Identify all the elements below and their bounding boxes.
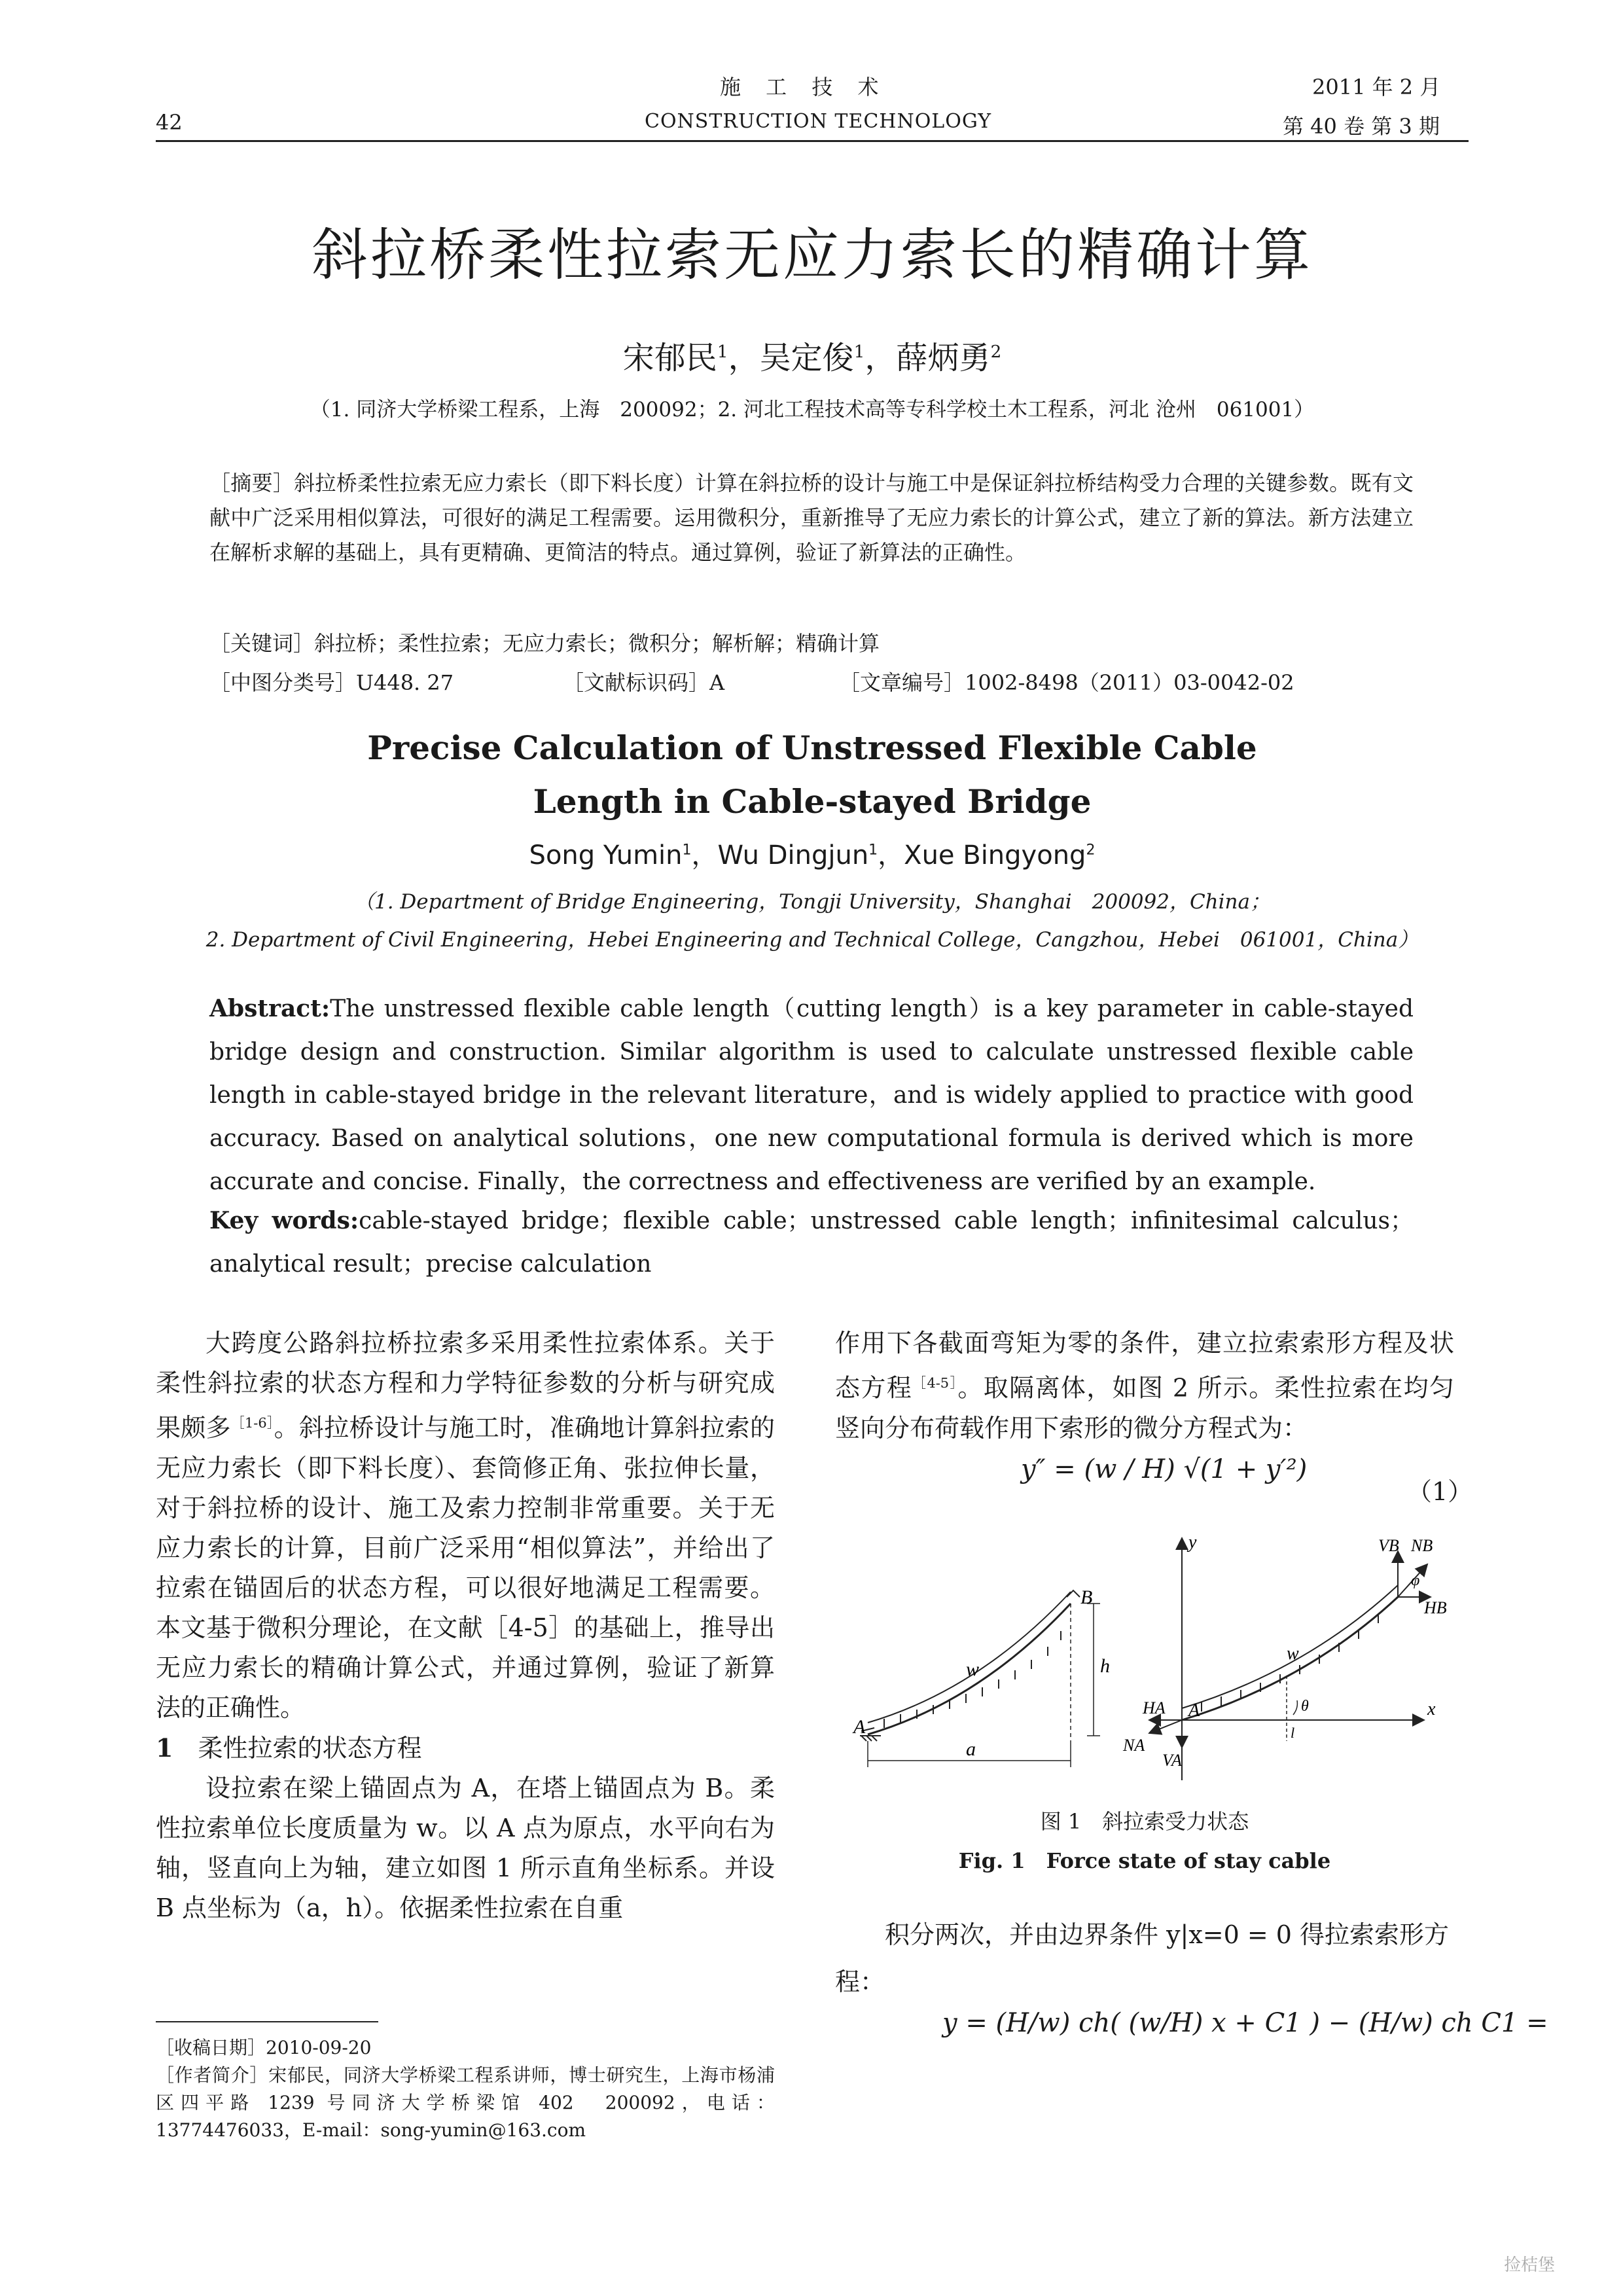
keywords-text: cable-stayed bridge；flexible cable；unstressed cable length；infinitesimal calculus；analytical result；precise calculation [209, 1208, 1414, 1278]
journal-name-cn: 施 工 技 术 [720, 75, 888, 99]
abstract-en [209, 987, 1414, 1204]
keywords-en [209, 1199, 1414, 1286]
author-name: 薛炳勇 [896, 340, 991, 376]
label-h: h [1100, 1655, 1110, 1677]
header-rule [156, 140, 1469, 142]
author-name: 吴定俊 [759, 340, 854, 376]
authors-en: Song Yumin$^1$，Wu Dingjun$^1$，Xue Bingyong$^2$ [529, 840, 1096, 870]
figure-1-stay-cable-force-diagram [835, 1525, 1454, 1787]
label-VB: VB [1378, 1536, 1399, 1555]
journal-name-en: CONSTRUCTION TECHNOLOGY [645, 110, 992, 133]
label-NA: NA [1123, 1736, 1145, 1755]
author-mark: 2 [990, 342, 1002, 362]
author-mark: 1 [868, 842, 878, 859]
author-mark: 1 [853, 342, 865, 362]
article-number: ［文章编号］1002-8498（2011）03-0042-02 [839, 670, 1294, 695]
figure-left-part [852, 1587, 1110, 1767]
abstract-label: Abstract: [209, 995, 330, 1022]
equation-1-number: （1） [1407, 1477, 1473, 1506]
label-A-right: A [1188, 1700, 1200, 1721]
keywords-label: Key words: [209, 1207, 359, 1234]
author-name: Wu Dingjun [717, 840, 869, 870]
footnote-rule [156, 2021, 378, 2022]
label-w-right: w [1287, 1643, 1299, 1664]
intro-paragraph: 大跨度公路斜拉桥拉索多采用柔性拉索体系。关于柔性斜拉索的状态方程和力学特征参数的分析与研究成果颇多$^{[1-6]}$。斜拉桥设计与施工时，准确地计算斜拉索的无应力索长（即下料长度）、套筒修正角、张拉伸长量，对于斜拉桥的设计、施工及索力控制非常重要。关于无应力索长的计算，目前广泛采用“相似算法”，并给出了拉索在锚固后的状态方程，可以很好地满足工程需要。本文基于微积分理论，在文献［4-5］的基础上，推导出无应力索长的精确计算公式，并通过算例，验证了新算法的正确性。 [156, 1329, 775, 1722]
label-VA: VA [1162, 1751, 1182, 1770]
received-date: ［收稿日期］2010-09-20 [156, 2037, 372, 2058]
label-w: w [966, 1659, 980, 1680]
label-NB: NB [1411, 1536, 1433, 1555]
author-mark: 1 [682, 842, 692, 859]
author-name: Xue Bingyong [904, 840, 1086, 870]
issue-date: 2011 年 2 月 [1312, 75, 1441, 99]
label-l: l [1291, 1725, 1295, 1741]
paper-title-cn: 斜拉桥柔性拉索无应力索长的精确计算 [312, 223, 1313, 288]
label-a: a [966, 1738, 976, 1760]
watermark: 捡桔堡 [1504, 2255, 1556, 2275]
affiliation-en-1: （1. Department of Bridge Engineering，Tongji University，Shanghai 200092，China； [353, 890, 1271, 914]
affiliations-cn: （1. 同济大学桥梁工程系，上海 200092；2. 河北工程技术高等专科学校土木工程系，河北 沧州 061001） [310, 398, 1315, 422]
section-heading: 1 柔性拉索的状态方程 [156, 1732, 422, 1763]
label-y-axis: y [1188, 1532, 1197, 1552]
author-name: 宋郁民 [622, 340, 717, 376]
citation: ［1-6］ [230, 1415, 274, 1431]
document-code: ［文献标识码］A [563, 670, 725, 695]
label-A: A [853, 1716, 866, 1738]
authors-cn: 宋郁民$^1$，吴定俊$^1$，薛炳勇$^2$ [622, 340, 1002, 376]
citation: ［4-5］ [912, 1375, 958, 1391]
figure-right-part [1122, 1532, 1447, 1780]
label-HA: HA [1143, 1698, 1166, 1717]
label-HB: HB [1424, 1598, 1447, 1617]
author-mark: 1 [717, 342, 728, 362]
affiliation-en-2: 2. Department of Civil Engineering，Hebei Engineering and Technical College，Cangzhou，Hebei 061001，China） [205, 928, 1419, 952]
state-equation-paragraph: 作用下各截面弯矩为零的条件，建立拉索索形方程及状态方程$^{[4-5]}$。取隔离体，如图 2 所示。柔性拉索在均匀竖向分布荷载作用下索形的微分方程式为： [835, 1329, 1454, 1443]
equation-1: y″ = (w / H) √(1 + y′²) [1021, 1454, 1308, 1484]
integration-paragraph: 积分两次，并由边界条件 y|x=0 = 0 得拉索索形方程： [835, 1920, 1450, 1996]
author-info: ［作者简介］宋郁民，同济大学桥梁工程系讲师，博士研究生，上海市杨浦区四平路 1239 号同济大学桥梁馆 402 200092，电话：13774476033，E-mail：song-yumin@163.com [156, 2064, 775, 2141]
label-B: B [1080, 1587, 1093, 1608]
volume-issue: 第 40 卷 第 3 期 [1283, 114, 1440, 139]
clc-number: ［中图分类号］U448. 27 [209, 670, 454, 695]
footnote [156, 2034, 775, 2144]
title-line: Length in Cable-stayed Bridge [533, 782, 1092, 821]
body-left-column [156, 1323, 775, 1928]
author-mark: 2 [1086, 842, 1096, 859]
abstract-text: The unstressed flexible cable length（cutting length）is a key parameter in cable-stayed bridge design and construction. Similar algorithm is used to calculate unstressed flexible cable length in cable-stayed bridge in the relevant literature，and is widely applied to practice with good accuracy. Based on analytical solutions，one new computational formula is derived which is more accurate and concise. Finally，the correctness and effectiveness are verified by an example. [209, 996, 1414, 1195]
title-line: Precise Calculation of Unstressed Flexible Cable [367, 728, 1257, 767]
page-number: 42 [156, 110, 183, 135]
label-x-axis: x [1427, 1699, 1436, 1719]
section1-paragraph: 设拉索在梁上锚固点为 A，在塔上锚固点为 B。柔性拉索单位长度质量为 w。以 A 点为原点，水平向右为轴，竖直向上为轴，建立如图 1 所示直角坐标系。并设 B 点坐标为（a，h）。依据柔性拉索在自重 [156, 1773, 775, 1922]
keywords-cn: ［关键词］斜拉桥；柔性拉索；无应力索长；微积分；解析解；精确计算 [209, 631, 880, 656]
label-phi: φ [1411, 1572, 1420, 1589]
abstract-cn: ［摘要］斜拉桥柔性拉索无应力索长（即下料长度）计算在斜拉桥的设计与施工中是保证斜拉桥结构受力合理的关键参数。既有文献中广泛采用相似算法，可很好的满足工程需要。运用微积分，重新推导了无应力索长的计算公式，建立了新的算法。新方法建立在解析求解的基础上，具有更精确、更简洁的特点。通过算例，验证了新算法的正确性。 [209, 471, 1414, 565]
paper-title-en [156, 721, 1469, 829]
body-right-column [835, 1323, 1454, 1448]
author-name: Song Yumin [529, 840, 683, 870]
figure-1-caption-en: Fig. 1 Force state of stay cable [958, 1848, 1331, 1873]
figure-1-caption-cn: 图 1 斜拉索受力状态 [1040, 1809, 1249, 1834]
equation-2: y = (H/w) ch( (w/H) x + C1 ) − (H/w) ch C1 = [942, 2008, 1548, 2038]
label-theta: θ [1301, 1698, 1309, 1715]
